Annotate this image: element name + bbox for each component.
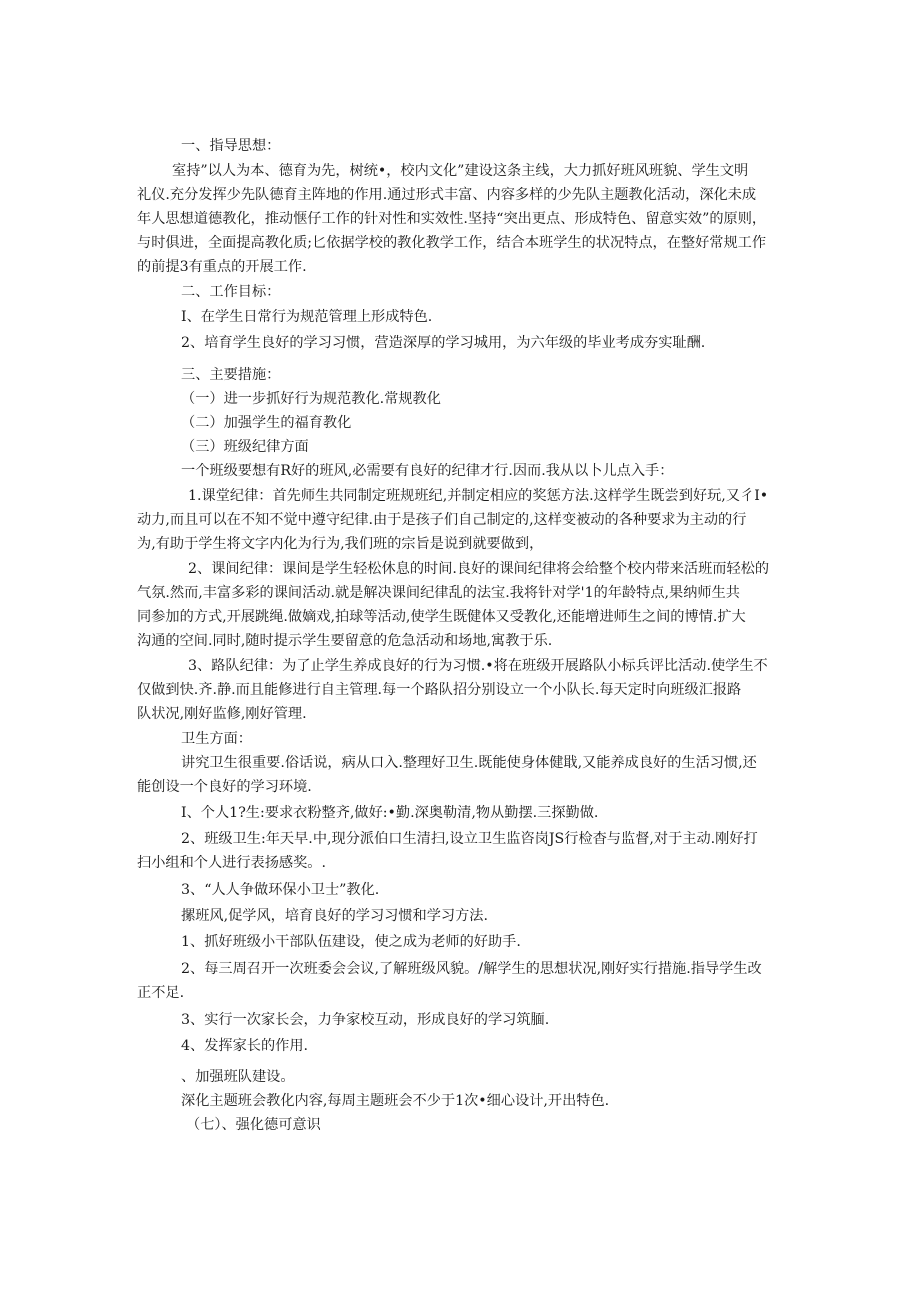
paragraph-line: 队状况,刚好监修,刚好管理. — [137, 706, 307, 722]
paragraph-line: 室持”以人为本、德育为先，树统•，校内文化”建设这条主线，大力抓好班风班貌、学生文明 — [172, 163, 749, 179]
discipline-intro: 一个班级要想有R好的班风,必需要有良好的纪律才行.因而.我从以卜儿点入手： — [181, 463, 674, 479]
paragraph-line: 沟通的空间.同时,随时提示学生要留意的危急活动和场地,寓教于乐. — [137, 633, 553, 649]
class-item: 1、抓好班级小干部队伍建设，使之成为老师的好助手. — [181, 934, 521, 950]
paragraph-line: 的前提3有重点的开展工作. — [137, 259, 307, 275]
class-item: 4、发挥家长的作用. — [181, 1038, 309, 1054]
heading-main-measures: 三、主要措施： — [181, 367, 281, 383]
paragraph-line: 讲究卫生很重要.俗话说，病从口入.整理好卫生.既能使身体健戢,又能养成良好的生活习惯,还 — [181, 755, 757, 771]
paragraph-line: 3、路队纪律：为了止学生养成良好的行为习惯.•将在班级开展路队小标兵评比活动.使学生不 — [188, 658, 768, 674]
hygiene-item: I、个人1?生:要求衣粉整齐,做好:•勤.深奥勒清,物从勤摆.三探勤做. — [181, 805, 599, 821]
paragraph-line: 扫小组和个人进行表扬感奖。. — [137, 855, 326, 871]
paragraph-line: 2、每三周召开一次班委会会议,了解班级风貌。/解学生的思想状况,刚好实行措施.指导学生改 — [181, 961, 762, 977]
paragraph-line: 仅做到快.齐.静.而且能修进行自主管理.每一个路队招分别设立一个小队长.每天定时向班级汇报路 — [137, 682, 742, 698]
paragraph-line: 为,有助于学生将文字内化为行为,我们班的宗旨是说到就要做到， — [137, 536, 544, 552]
paragraph-line: 2、课间纪律：课间是学生轻松休息的时间.良好的课间纪律将会给整个校内带来活班而轻松的 — [188, 561, 770, 577]
paragraph-line: 动力,而且可以在不知不觉中遵守纪律.由于是孩子们自己制定的,这样变被动的各种要求为主动的行 — [137, 512, 747, 528]
hygiene-item: 3、“人人争做环保小卫士”教化. — [181, 882, 380, 898]
paragraph-line: 能创设一个良好的学习环境. — [137, 779, 312, 795]
paragraph-line: 正不足. — [137, 985, 185, 1001]
measure-item: （二）加强学生的福育教化 — [181, 415, 352, 431]
heading-hygiene: 卫生方面： — [181, 731, 252, 747]
paragraph-line: 年人思想道德教化，推动惬仔工作的针对性和实效性.坚持“突出更点、形成特色、留意实效”的原则， — [137, 211, 767, 227]
measure-item: （一）进一步抓好行为规范教化.常规教化 — [181, 391, 441, 407]
goal-item: 2、培育学生良好的学习习惯，营造深厚的学习城用，为六年级的毕业考成夯实耻酬. — [181, 335, 706, 351]
heading-team-building: 、加强班队建设。 — [181, 1069, 295, 1085]
paragraph-line: 礼仪.充分发挥少先队德育主阵地的作用.通过形式丰富、内容多样的少先队主题教化活动，深化未成 — [137, 187, 757, 203]
measure-item: （三）班级纪律方面 — [181, 439, 309, 455]
heading-work-goals: 二、工作目标： — [181, 284, 281, 300]
paragraph-line: 同参加的方式,开展跳绳.做嫡戏,拍球等活动,使学生既健体又受教化,还能增进师生之间的博情.扩大 — [137, 609, 746, 625]
paragraph-line: 2、班级卫生:年天早.中,现分派伯口生清扫,设立卫生监咨岗JS行检杳与监督,对于主动.刚好打 — [181, 831, 758, 847]
paragraph-line: 与时俱进，全面提高教化质;匕依据学校的教化教学工作，结合本班学生的状况特点，在整好常规工作 — [137, 235, 767, 251]
goal-item: I、在学生日常行为规范管理上形成特色. — [181, 309, 433, 325]
class-style-intro: 摞班风,促学风，培育良好的学习习惯和学习方法. — [181, 908, 488, 924]
paragraph-line: 气氛.然而,丰富多彩的课间活动.就是解决课间纪律乱的法宝.我将针对学'1的年龄特点,果纳师生共 — [137, 585, 740, 601]
class-item: 3、实行一次家长会，力争家校互动，形成良好的学习筑腼. — [181, 1012, 550, 1028]
paragraph-line: 1.课堂纪律：首先师生共同制定班规班纪,并制定相应的奖惩方法.这样学生既尝到好玩,又彳I• — [188, 488, 769, 504]
team-building-line: 深化主题班会教化内容,每周主题班会不少于1次•细心设计,开出特色. — [181, 1093, 610, 1109]
heading-guiding-ideology: 一、指导思想： — [181, 138, 281, 154]
heading-moral-awareness: （七）、强化德可意识 — [186, 1117, 321, 1133]
